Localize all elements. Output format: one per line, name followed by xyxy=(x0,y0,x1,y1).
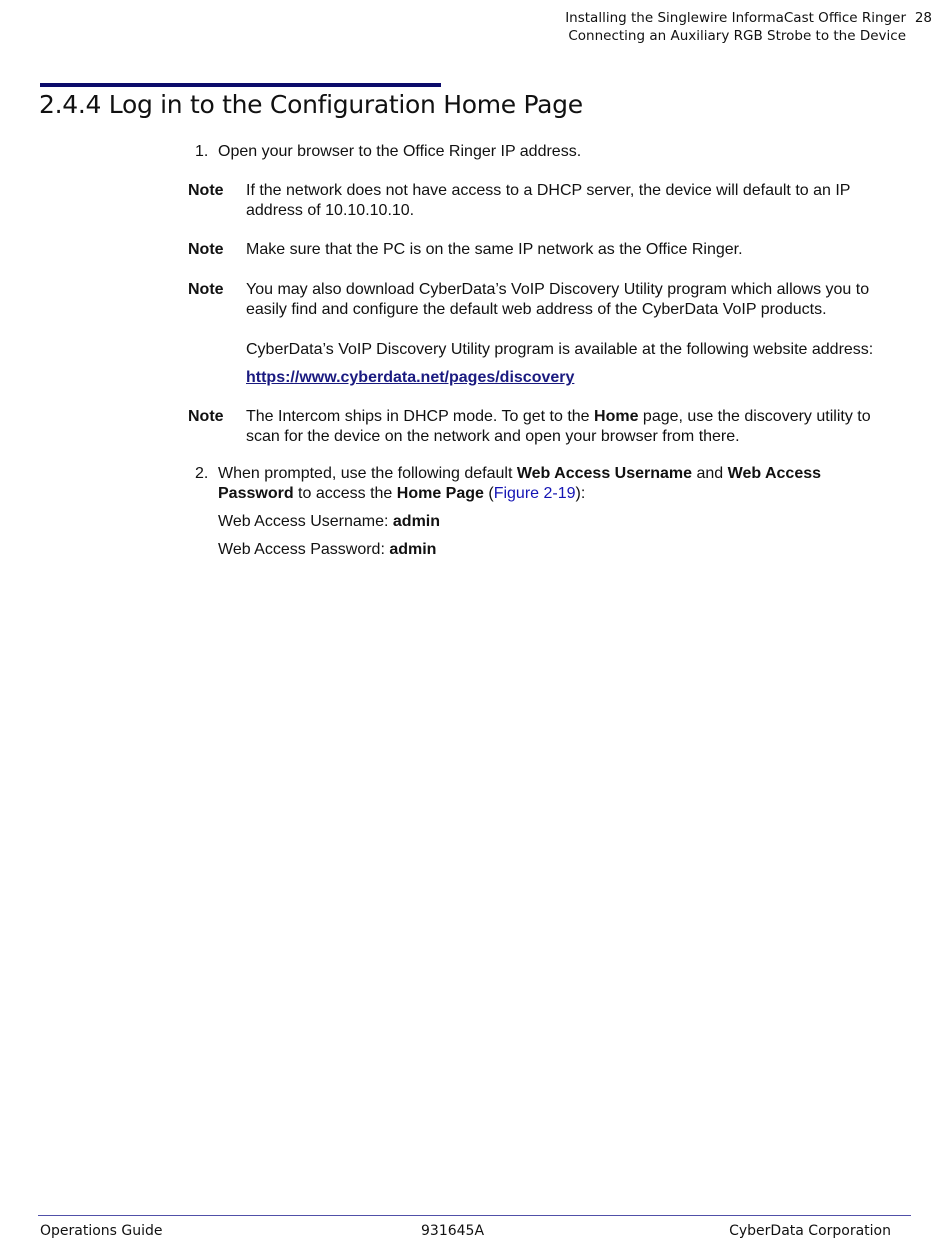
note-label: Note xyxy=(188,182,224,199)
title-rule xyxy=(40,83,441,87)
page-number: 28 xyxy=(914,10,932,26)
note-text: If the network does not have access to a DHCP server, the device will default to an IP address of 10.10.10.10. xyxy=(246,182,851,219)
note-text-part: The Intercom ships in DHCP mode. To get to the xyxy=(246,408,595,425)
header-chapter-title: Installing the Singlewire InformaCast Office Ringer xyxy=(565,10,906,26)
step-text-part: and xyxy=(692,465,728,482)
username-text xyxy=(218,512,878,532)
discovery-availability-text: CyberData’s VoIP Discovery Utility program is available at the following website address: xyxy=(246,341,874,358)
step-number: 2. xyxy=(195,465,209,482)
note-text: Make sure that the PC is on the same IP network as the Office Ringer. xyxy=(246,241,743,258)
header-line-1 xyxy=(565,9,932,27)
discovery-link-line xyxy=(246,368,906,388)
note-text-part: page, use the discovery utility to scan for the device on the network and open your browser from there. xyxy=(246,408,871,445)
username-term: Web Access Username xyxy=(516,465,693,482)
note-text xyxy=(246,407,896,447)
note-text: You may also download CyberData’s VoIP Discovery Utility program which allows you to easily find and configure the default web address of the CyberData VoIP products. xyxy=(246,281,870,318)
home-page-term: Home Page xyxy=(396,485,484,502)
footer-company: CyberData Corporation xyxy=(729,1223,891,1239)
step-text-part: ): xyxy=(575,485,586,502)
section-title: 2.4.4 Log in to the Configuration Home Page xyxy=(39,90,583,119)
step-text xyxy=(218,464,878,504)
note-label: Note xyxy=(188,241,224,258)
step-text: Open your browser to the Office Ringer IP address. xyxy=(218,143,582,160)
step-text-part: ( xyxy=(483,485,494,502)
note-label: Note xyxy=(188,408,224,425)
password-text xyxy=(218,540,878,560)
password-label: Web Access Password: xyxy=(218,541,390,558)
running-header xyxy=(565,9,932,45)
figure-cross-reference[interactable]: Figure 2-19 xyxy=(493,485,576,502)
password-term: Web Access Password xyxy=(218,465,822,502)
step-text-part: to access the xyxy=(293,485,397,502)
footer-doc-number: 931645A xyxy=(421,1223,485,1239)
home-emphasis: Home xyxy=(594,408,639,425)
note-label: Note xyxy=(188,281,224,298)
footer-rule xyxy=(38,1215,911,1216)
step-number: 1. xyxy=(195,143,209,160)
password-value: admin xyxy=(389,541,437,558)
step-text-part: When prompted, use the following default xyxy=(218,465,517,482)
header-section-title: Connecting an Auxiliary RGB Strobe to the Device xyxy=(568,28,906,44)
footer-doc-title: Operations Guide xyxy=(40,1223,163,1239)
discovery-link[interactable]: https://www.cyberdata.net/pages/discovery xyxy=(246,369,575,386)
username-label: Web Access Username: xyxy=(218,513,393,530)
username-value: admin xyxy=(392,513,441,530)
